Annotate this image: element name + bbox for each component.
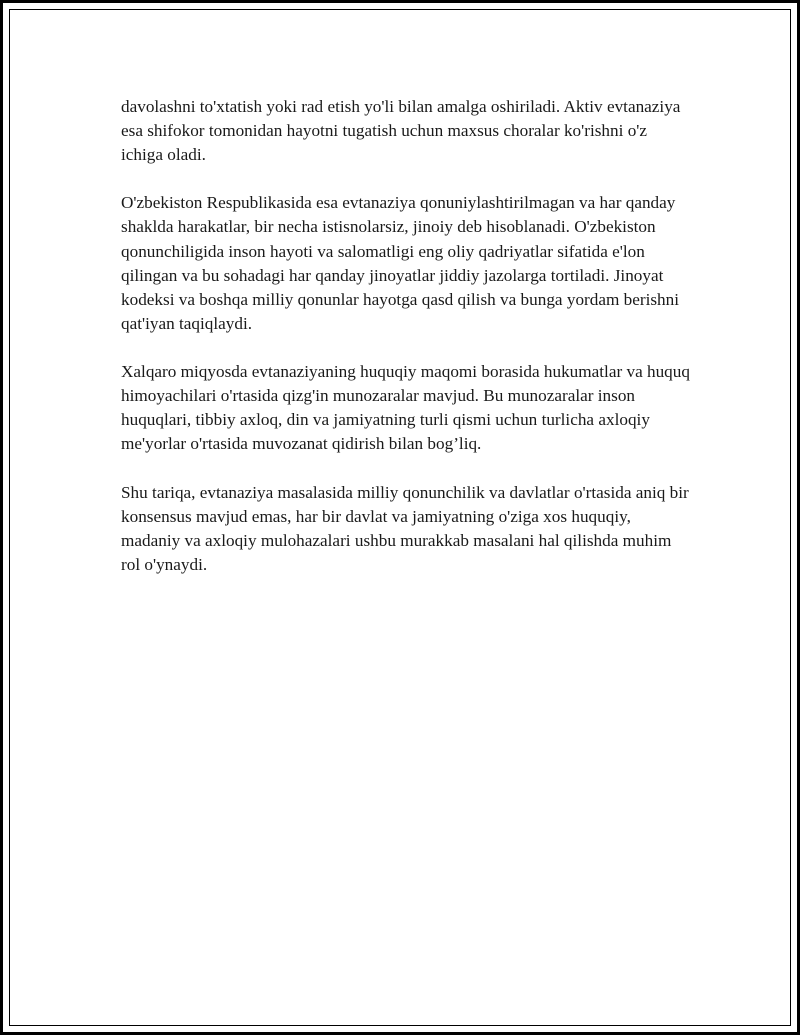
document-body: [121, 95, 693, 601]
paragraph-3: Xalqaro miqyosda evtanaziyaning huquqiy maqomi borasida hukumatlar va huquq himoyachilari o'rtasida qizg'in munozaralar mavjud. Bu munozaralar inson huquqlari, tibbiy axloq, din va jamiyatning turli qismi uchun turlicha axloqiy me'yorlar o'rtasida muvozanat qidirish bilan bog’liq.: [121, 362, 690, 454]
paragraph-2: O'zbekiston Respublikasida esa evtanaziya qonuniylashtirilmagan va har qanday shaklda harakatlar, bir necha istisnolarsiz, jinoiy deb hisoblanadi. O'zbekiston qonunchiligida inson hayoti va salomatligi eng oliy qadriyatlar sifatida e'lon qilingan va bu sohadagi har qanday jinoyatlar jiddiy jazolarga tortiladi. Jinoyat kodeksi va boshqa milliy qonunlar hayotga qasd qilish va bunga yordam berishni qat'iyan taqiqlaydi.: [121, 193, 680, 333]
paragraph-1: davolashni to'xtatish yoki rad etish yo'li bilan amalga oshiriladi. Aktiv evtanaziya esa shifokor tomonidan hayotni tugatish uchun maxsus choralar ko'rishni o'z ichiga oladi.: [121, 97, 681, 165]
paragraph-4: Shu tariqa, evtanaziya masalasida milliy qonunchilik va davlatlar o'rtasida aniq bir konsensus mavjud emas, har bir davlat va jamiyatning o'ziga xos huquqiy, madaniy va axloqiy mulohazalari ushbu murakkab masalani hal qilishda muhim rol o'ynaydi.: [121, 482, 689, 574]
